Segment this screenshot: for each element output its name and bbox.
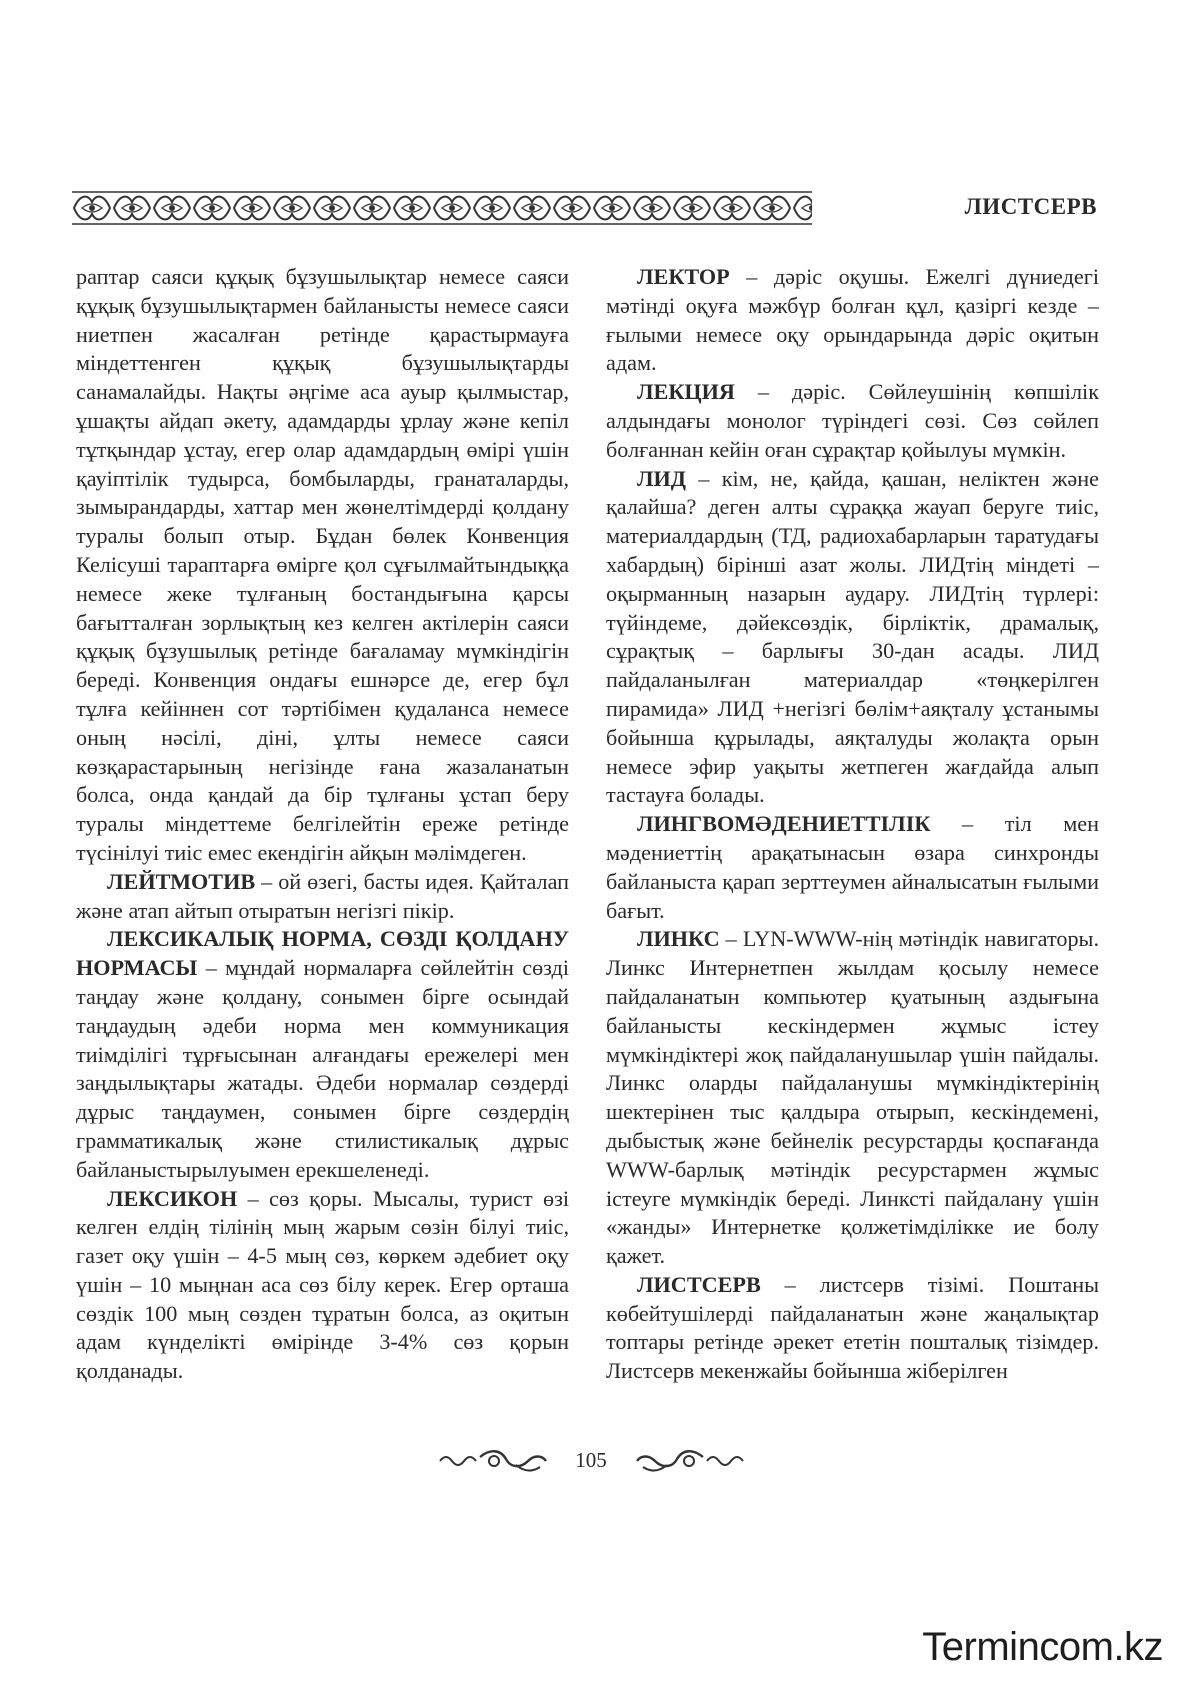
entry-definition: – ой өзегі, басты идея. Қайталап және атап айтып отыратын негізгі пікір. <box>76 868 569 923</box>
entry-term: ЛЕЙТМОТИВ <box>107 868 256 894</box>
entry-definition: – сөз қоры. Мысалы, турист өзі келген елдің тілінің мың жарым сөзін білуі тиіс, газет оқу үшін – 4-5 мың сөз, көркем әдебиет оқу үшін – 10 мыңнан аса сөз білу керек. Егер орташа сөздік 100 мың сөзден тұратын болса, аз оқитын адам күнделікті өмірінде 3-4% сөз қорын қолданады. <box>76 1185 569 1384</box>
entry-definition: – кім, не, қайда, қашан, неліктен және қалайша? деген алты сұраққа жауап беруге тиіс, материалдардың (ТД, радиохабарларын таратудағы хабардың) бірінші азат жолы. ЛИДтің міндеті – оқырманның назарын аудару. ЛИДтің түрлері: түйіндеме, дәйексөздік, бірліктік, драмалық, сұрақтық – барлығы 30-дан асады. ЛИД пайдаланылған материалдар «төңкерілген пирамида» ЛИД +негізгі бөлім+аяқталу ұстанымы бойынша құрылады, аяқталуды жолақта орын немесе эфир уақыты жетпеген жағдайда алып тастауға болады. <box>606 465 1099 808</box>
footer-ornament-right-icon <box>632 1447 747 1477</box>
entry-term: ЛЕКЦИЯ <box>637 379 735 405</box>
entry-term: ЛЕКСИКОН <box>107 1185 238 1211</box>
entry-term: ЛИНГВОМӘДЕНИЕТТІЛІК <box>637 811 931 837</box>
entry-term: ЛЕКТОР <box>637 264 730 289</box>
watermark-logo: Termincom.kz <box>922 1625 1163 1669</box>
entry-definition: – дәріс оқушы. Ежелгі дүниедегі мәтінді оқуға мәжбүр болған құл, қазіргі кезде – ғылыми немесе оқу орындарында дәріс оқитын адам. <box>606 264 1099 376</box>
footer-ornament-left-icon <box>436 1447 551 1477</box>
entry-paragraph <box>76 1185 569 1387</box>
entry-definition: – дәріс. Сөйлеушінің көпшілік алдындағы монолог түріндегі сөзі. Сөз сөйлеп болғаннан кейін оған сұрақтар қойылуы мүмкін. <box>606 379 1099 462</box>
entry-term: ЛЕКСИКАЛЫҚ НОРМА, СӨЗДІ ҚОЛДАНУ НОРМАСЫ <box>76 926 569 981</box>
entry-definition: – листсерв тізімі. Поштаны көбейтушілерді пайдаланатын және жаңалықтар топтары ретінде әрекет ететін пошталық тізімдер. Листсерв мекенжайы бойынша жіберілген <box>606 1271 1099 1384</box>
entry-paragraph <box>76 925 569 1184</box>
page-number: 105 <box>575 1448 607 1472</box>
entry-paragraph <box>606 1271 1099 1386</box>
entry-paragraph <box>606 378 1099 464</box>
entry-definition: – LYN-WWW-нің мәтіндік навигаторы. Линкс Интернетпен жылдам қосылу немесе пайдаланатын компьютер қуатының аздығына байланысты кескіндермен жұмыс істеу мүмкіндіктері жоқ пайдаланушылар үшін пайдалы. Линкс оларды пайдаланушы мүмкіндіктерінің шектерінен тыс қалдыра отырып, кескіндемені, дыбыстық және бейнелік ресурстарды қоспағанда WWW-барлық мәтіндік ресурстармен жұмыс істеуге мүмкіндік береді. Линксті пайдалану үшін «жанды» Интернетке қолжетімділікке ие болу қажет. <box>606 926 1099 1269</box>
entry-definition: – мұндай нормаларға сөйлейтін сөзді таңдау және қолдану, сонымен бірге осындай таңдаудың әдеби норма мен коммуникация тиімділігі тұрғысынан алғандағы ережелері мен заңдылықтары жатады. Әдеби нормалар сөздерді дұрыс таңдаумен, сонымен бірге сөздердің грамматикалық және стилистикалық дұрыс байланыстырылуымен ерекшеленеді. <box>76 955 569 1182</box>
entry-term: ЛИНКС <box>637 926 720 952</box>
decorative-ornament-band <box>72 188 812 228</box>
entry-paragraph <box>606 263 1099 378</box>
entry-paragraph <box>606 925 1099 1271</box>
entry-term: ЛИСТСЕРВ <box>637 1271 761 1297</box>
entry-paragraph <box>76 868 569 926</box>
entry-definition: – тіл мен мәдениеттің арақатынасын өзара синхронды байланыста қарап зерттеумен айналысатын ғылыми бағыт. <box>606 811 1099 923</box>
right-column <box>606 263 1099 1386</box>
entry-paragraph <box>606 810 1099 925</box>
entry-term: ЛИД <box>637 465 687 491</box>
paragraph: раптар саяси құқық бұзушылықтар немесе саяси құқық бұзушылықтармен байланысты немесе саяси ниетпен жасалған ретінде қарастырмауға міндеттенген құқық бұзушылықтарды санамалайды. Нақты әңгіме аса ауыр қылмыстар, ұшақты айдап әкету, адамдарды ұрлау және кепіл тұтқындар ұстау, егер олар адамдардың өмірі үшін қауіптілік тудырса, бомбыларды, гранаталарды, зымырандарды, хаттар мен жөнелтімдерді қолдану туралы болып отыр. Бұдан бөлек Конвенция Келісуші тараптарға өмірге қол сұғылмайтындыққа немесе жеке тұлғаның бостандығына қарсы бағытталған зорлықтың кез келген актілерін саяси құқық бұзушылық ретінде бағаламау мүмкіндігін береді. Конвенция ондағы ешнәрсе де, егер бұл тұлға кейіннен сот тәртібімен қудаланса немесе оның нәсілі, діні, ұлты немесе саяси көзқарастарының негізінде ғана жазаланатын болса, онда қандай да бір тұлғаны ұстап беру туралы міндеттеме белгілейтін ереже ретінде түсінілуі тиіс емес екендігін айқын мәлімдеген. <box>76 264 569 865</box>
left-column <box>76 263 569 1386</box>
entry-paragraph <box>606 465 1099 811</box>
running-head: ЛИСТСЕРВ <box>964 194 1097 219</box>
